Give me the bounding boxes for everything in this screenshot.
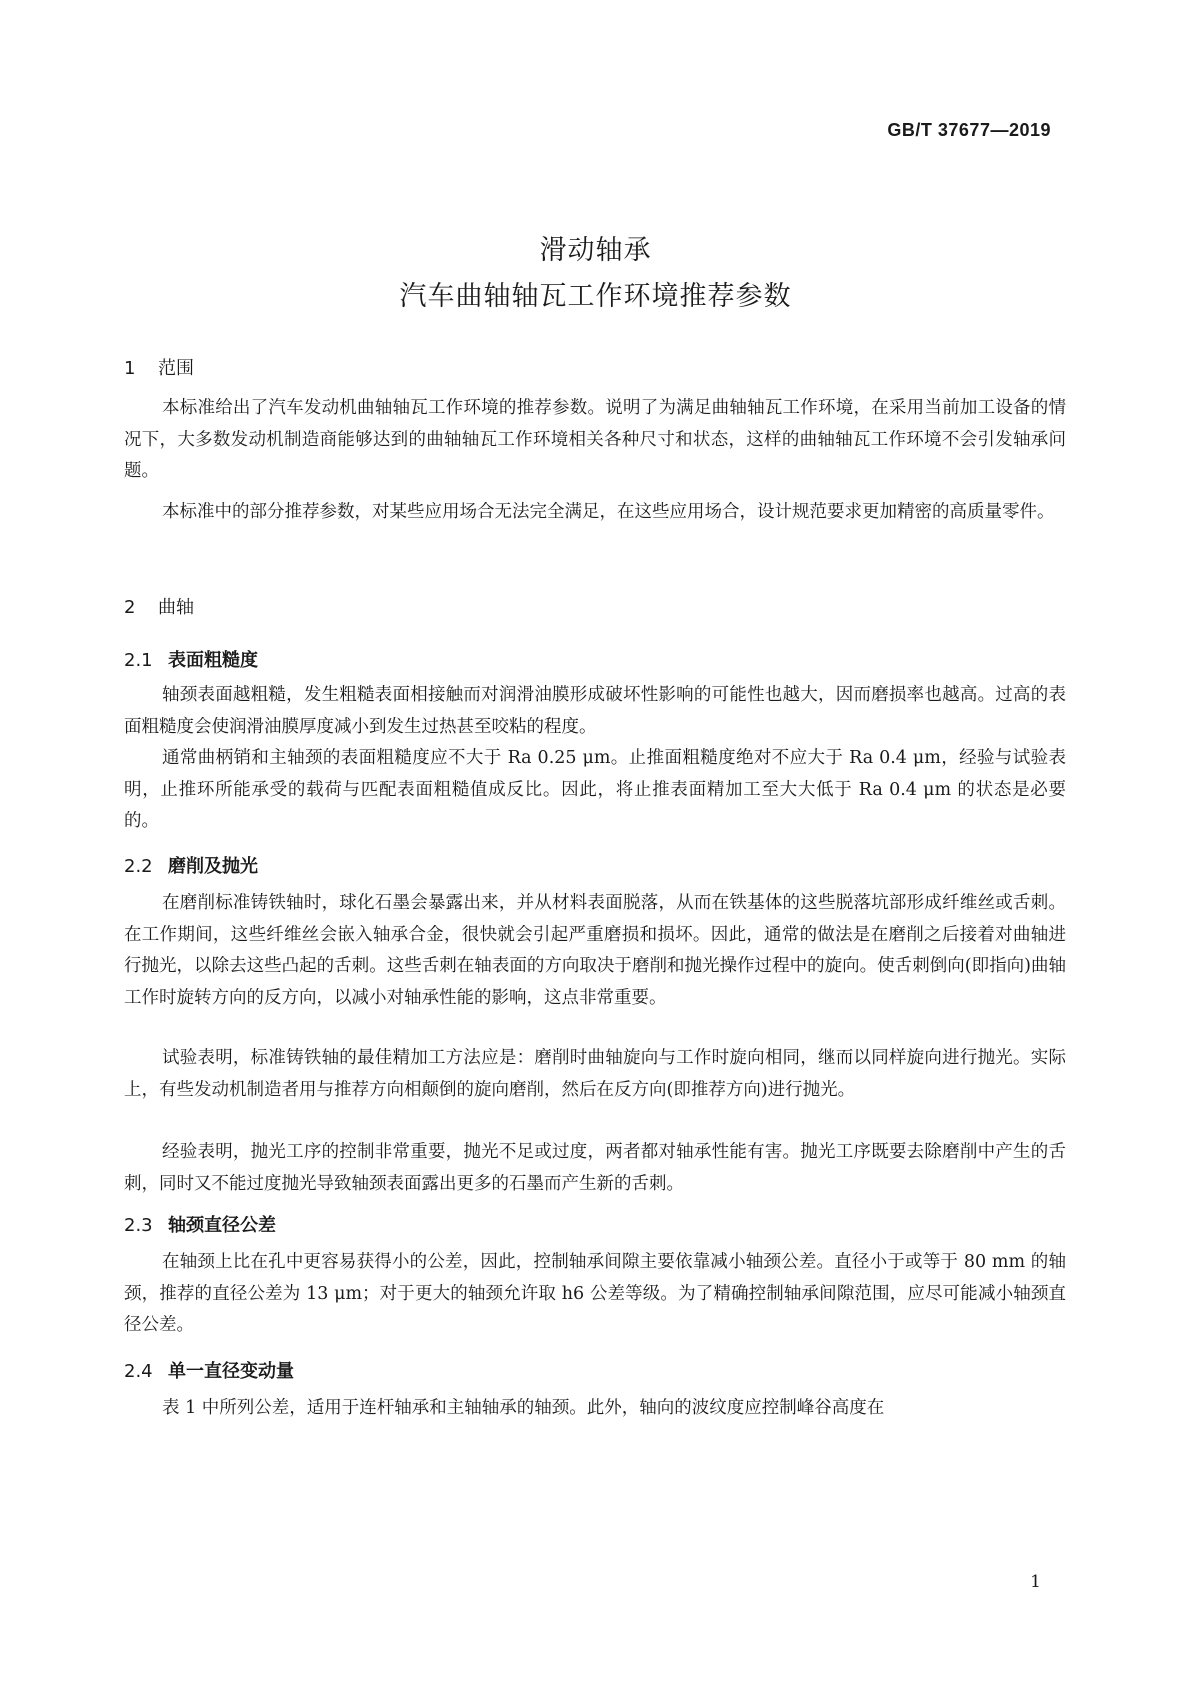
- standard-number: GB/T 37677—2019: [887, 120, 1051, 140]
- section-number: 2.1: [124, 650, 153, 671]
- section-number: 2.3: [124, 1215, 153, 1236]
- page-number: 1: [1030, 1572, 1041, 1592]
- paragraph: 在磨削标准铸铁轴时，球化石墨会暴露出来，并从材料表面脱落，从而在铁基体的这些脱落坑部形成纤维丝或舌刺。在工作期间，这些纤维丝会嵌入轴承合金，很快就会引起严重磨损和损坏。因此，通常的做法是在磨削之后接着对曲轴进行抛光，以除去这些凸起的舌刺。这些舌刺在轴表面的方向取决于磨削和抛光操作过程中的旋向。使舌刺倒向(即指向)曲轴工作时旋转方向的反方向，以减小对轴承性能的影响，这点非常重要。: [124, 893, 1066, 1008]
- paragraph: 通常曲柄销和主轴颈的表面粗糙度应不大于 Ra 0.25 μm。止推面粗糙度绝对不应大于 Ra 0.4 μm，经验与试验表明，止推环所能承受的载荷与匹配表面粗糙值成反比。因此，将止推表面精加工至大大低于 Ra 0.4 μm 的状态是必要的。: [124, 748, 1066, 831]
- subsection-2-3-heading: [124, 1211, 276, 1237]
- section-number: 2.2: [124, 856, 153, 877]
- paragraph: 轴颈表面越粗糙，发生粗糙表面相接触而对润滑油膜形成破坏性影响的可能性也越大，因而磨损率也越高。过高的表面粗糙度会使润滑油膜厚度减小到发生过热甚至咬粘的程度。: [124, 685, 1066, 737]
- section-title: 表面粗糙度: [168, 650, 258, 671]
- section-number: 2.4: [124, 1361, 153, 1382]
- paragraph: 表 1 中所列公差，适用于连杆轴承和主轴轴承的轴颈。此外，轴向的波纹度应控制峰谷高度在: [162, 1398, 885, 1418]
- section-title: 单一直径变动量: [168, 1361, 294, 1382]
- section-1-heading: [124, 354, 194, 380]
- section-title: 范围: [158, 358, 194, 379]
- subsection-2-2-heading: [124, 852, 258, 878]
- title-line-2: 汽车曲轴轴瓦工作环境推荐参数: [399, 281, 792, 312]
- section-number: 2: [124, 597, 136, 618]
- subsection-2-4-heading: [124, 1357, 294, 1383]
- paragraph: 本标准中的部分推荐参数，对某些应用场合无法完全满足，在这些应用场合，设计规范要求更加精密的高质量零件。: [162, 502, 1055, 522]
- paragraph: 在轴颈上比在孔中更容易获得小的公差，因此，控制轴承间隙主要依靠减小轴颈公差。直径小于或等于 80 mm 的轴颈，推荐的直径公差为 13 μm；对于更大的轴颈允许取 h6 公差等级。为了精确控制轴承间隙范围，应尽可能减小轴颈直径公差。: [124, 1252, 1066, 1335]
- section-number: 1: [124, 358, 136, 379]
- section-title: 轴颈直径公差: [168, 1215, 276, 1236]
- paragraph: 试验表明，标准铸铁轴的最佳精加工方法应是：磨削时曲轴旋向与工作时旋向相同，继而以同样旋向进行抛光。实际上，有些发动机制造者用与推荐方向相颠倒的旋向磨削，然后在反方向(即推荐方向)进行抛光。: [124, 1048, 1066, 1100]
- paragraph: 本标准给出了汽车发动机曲轴轴瓦工作环境的推荐参数。说明了为满足曲轴轴瓦工作环境，在采用当前加工设备的情况下，大多数发动机制造商能够达到的曲轴轴瓦工作环境相关各种尺寸和状态，这样的曲轴轴瓦工作环境不会引发轴承问题。: [124, 398, 1066, 481]
- subsection-2-1-heading: [124, 646, 258, 672]
- section-2-heading: [124, 593, 194, 619]
- title-line-1: 滑动轴承: [539, 235, 652, 266]
- section-title: 曲轴: [158, 597, 194, 618]
- section-title: 磨削及抛光: [168, 856, 258, 877]
- paragraph: 经验表明，抛光工序的控制非常重要，抛光不足或过度，两者都对轴承性能有害。抛光工序既要去除磨削中产生的舌刺，同时又不能过度抛光导致轴颈表面露出更多的石墨而产生新的舌刺。: [124, 1142, 1066, 1194]
